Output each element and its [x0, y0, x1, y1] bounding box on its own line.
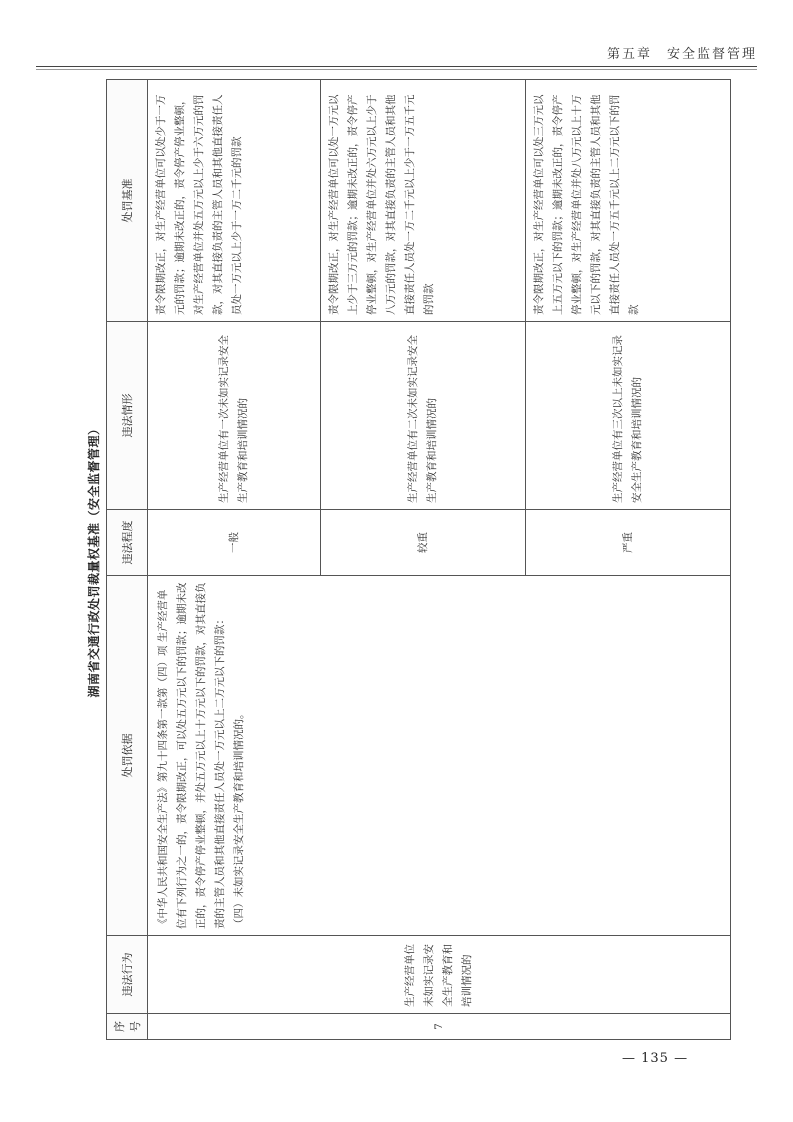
- degree-cell-severe: 严重: [526, 510, 731, 576]
- row-seq-cell: 7: [148, 1014, 731, 1040]
- page-number: — 135 —: [622, 1051, 689, 1066]
- basis-paragraph-main: 《中华人民共和国安全生产法》第九十四条第一款第（四）项 生产经营单位有下列行为之一的，责令限期改正，可以处五万元以下的罚款；逾期未改正的，责令停产停业整顿，并处五万元以上十万元以下的罚款，对其直接负责的主管人员和其他直接责任人员处一万元以上二万元以下的罚款：: [157, 582, 226, 929]
- table-row: [148, 80, 321, 1040]
- row-violation-cell: 生产经营单位未如实记录安全生产教育和培训情况的: [148, 936, 731, 1014]
- penalty-standard-table: [106, 79, 731, 1040]
- col-header-degree: 违法程度: [107, 510, 148, 576]
- header-rule-thin: [36, 69, 757, 70]
- standard-cell-severe: 责令限期改正，对生产经营单位可以处三万元以上五万元以下的罚款；逾期未改正的，责令停产停业整顿，对生产经营单位并处八万元以上十万元以下的罚款，对其直接负责的主管人员和其他直接责任人员处一万五千元以上二万元以下的罚款: [526, 80, 731, 322]
- running-header-chapter: 第五章 安全监督管理: [606, 47, 757, 62]
- col-header-violation: 违法行为: [107, 936, 148, 1014]
- row-basis-cell: [148, 576, 731, 936]
- table-title: 湖南省交通行政处罚裁量权基准（安全监督管理）: [87, 422, 101, 698]
- degree-cell-general: 一般: [148, 510, 321, 576]
- col-header-seq: 序号: [107, 1014, 148, 1040]
- rotated-table-block: [84, 80, 734, 1040]
- situation-cell-general: 生产经营单位有一次未如实记录安全生产教育和培训情况的: [148, 322, 321, 510]
- degree-cell-serious: 较重: [321, 510, 526, 576]
- table-header-row: [107, 80, 148, 1040]
- col-header-standard: 处罚基准: [107, 80, 148, 322]
- situation-cell-serious: 生产经营单位有二次未如实记录安全生产教育和培训情况的: [321, 322, 526, 510]
- header-rule: [36, 66, 757, 67]
- standard-cell-general: 责令限期改正，对生产经营单位可以处少于一万元的罚款；逾期未改正的，责令停产停业整顿，对生产经营单位并处五万元以上少于六万元的罚款，对其直接负责的主管人员和其他直接责任人员处一万元以上少于一万二千元的罚款: [148, 80, 321, 322]
- col-header-situation: 违法情形: [107, 322, 148, 510]
- col-header-basis: 处罚依据: [107, 576, 148, 936]
- standard-cell-serious: 责令限期改正，对生产经营单位可以处一万元以上少于三万元的罚款；逾期未改正的，责令停产停业整顿，对生产经营单位并处六万元以上少于八万元的罚款，对其直接负责的主管人员和其他直接责任人员处一万二千元以上少于一万五千元的罚款: [321, 80, 526, 322]
- basis-paragraph-item: （四）未如实记录安全生产教育和培训情况的。: [233, 708, 245, 929]
- situation-cell-severe: 生产经营单位有三次以上未如实记录安全生产教育和培训情况的: [526, 322, 731, 510]
